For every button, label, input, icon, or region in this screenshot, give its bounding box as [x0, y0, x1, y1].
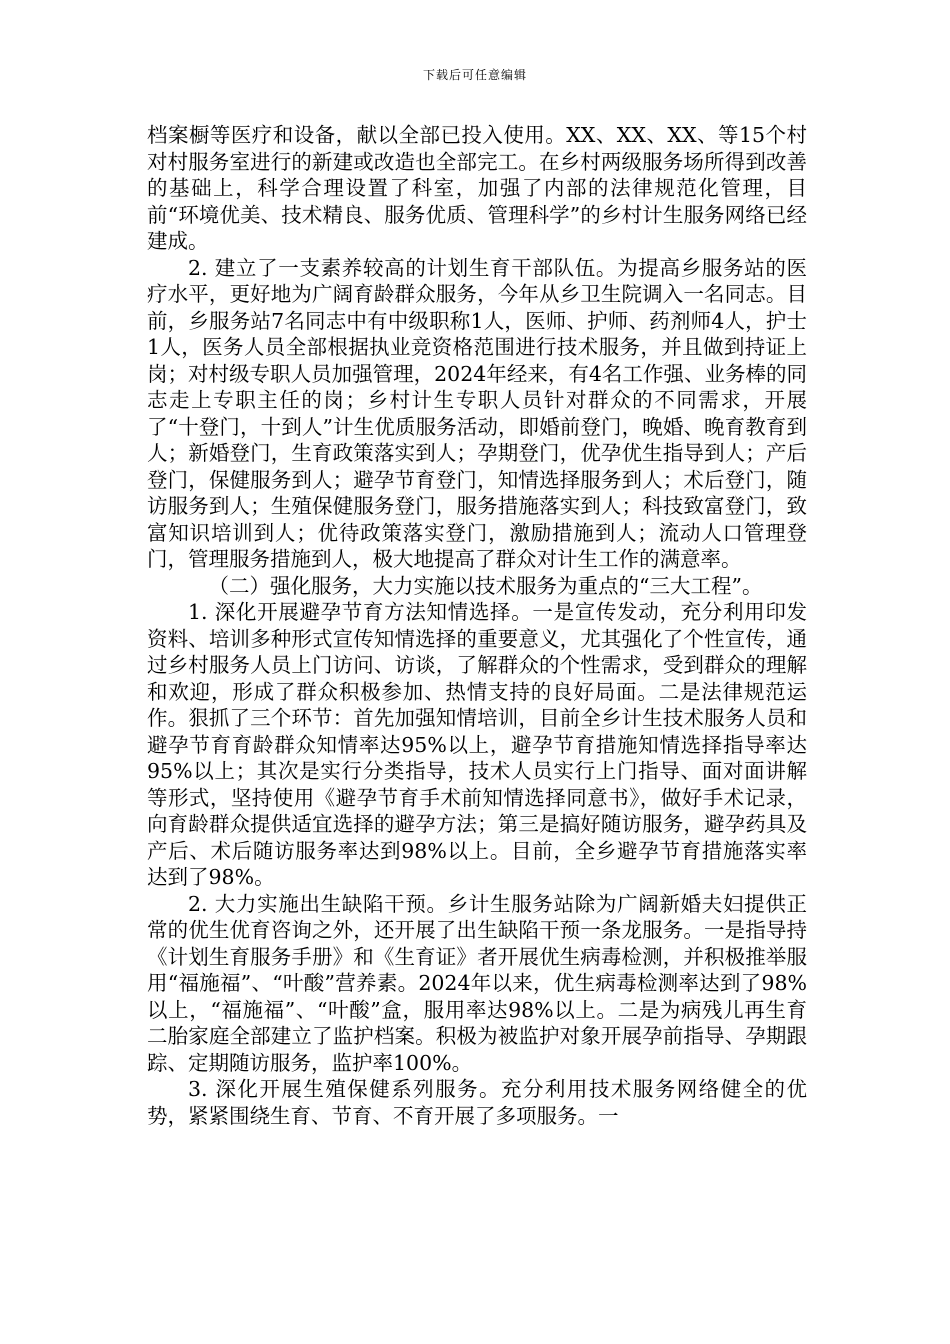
section-heading-three-projects: （二）强化服务，大力实施以技术服务为重点的“三大工程”。 — [208, 573, 763, 598]
paragraph-cadre-team: 2. 建立了一支素养较高的计划生育干部队伍。为提高乡服务站的医疗水平，更好地为广阔育龄群众服务，今年从乡卫生院调入一名同志。目前，乡服务站7名同志中有中级职称1人，医师、护师、药剂师4人，护士1人，医务人员全部根据执业竞资格范围进行技术服务，并且做到持证上岗；对村级专职人员加强管理，2024年经来，有4名工作强、业务棒的同志走上专职主任的岗；乡村计生专职人员针对群众的不同需求，开展了“十登门，十到人”计生优质服务活动，即婚前登门，晚婚、晚育教育到人；新婚登门，生育政策落实到人；孕期登门，优孕优生指导到人；产后登门，保健服务到人；避孕节育登门，知情选择服务到人；术后登门，随访服务到人；生殖保健服务登门，服务措施落实到人；科技致富登门，致富知识培训到人；优待政策落实登门，激励措施到人；流动人口管理登门，管理服务措施到人，极大地提高了群众对计生工作的满意率。 — [147, 255, 807, 571]
page-header-note: 下载后可任意编辑 — [422, 68, 527, 82]
document-body — [147, 122, 807, 1129]
paragraph-reproductive-health: 3. 深化开展生殖保健系列服务。充分利用技术服务网络健全的优势，紧紧围绕生育、节育、不育开展了多项服务。一 — [147, 1077, 807, 1128]
paragraph-continuation: 档案橱等医疗和设备，献以全部已投入使用。XX、XX、XX、等15个村对村服务室进行的新建或改造也全部完工。在乡村两级服务场所得到改善的基础上，科学合理设置了科室，加强了内部的法律规范化管理，目前“环境优美、技术精良、服务优质、管理科学”的乡村计生服务网络已经建成。 — [147, 123, 807, 253]
paragraph-informed-choice: 1. 深化开展避孕节育方法知情选择。一是宣传发动，充分利用印发资料、培训多种形式宣传知情选择的重要意义，尤其强化了个性宣传，通过乡村服务人员上门访问、访谈，了解群众的个性需求，受到群众的理解和欢迎，形成了群众积极参加、热情支持的良好局面。二是法律规范运作。狠抓了三个环节：首先加强知情培训，目前全乡计生技术服务人员和避孕节育育龄群众知情率达95%以上，避孕节育措施知情选择指导率达95%以上；其次是实行分类指导，技术人员实行上门指导、面对面讲解等形式，坚持使用《避孕节育手术前知情选择同意书》，做好手术记录，向育龄群众提供适宜选择的避孕方法；第三是搞好随访服务，避孕药具及产后、术后随访服务率达到98%以上。目前，全乡避孕节育措施落实率达到了98%。 — [147, 600, 807, 889]
paragraph-birth-defect-intervention: 2. 大力实施出生缺陷干预。乡计生服务站除为广阔新婚夫妇提供正常的优生优育咨询之外，还开展了出生缺陷干预一条龙服务。一是指导持《计划生育服务手册》和《生育证》者开展优生病毒检测，并积极推举服用“福施福”、“叶酸”营养素。2024年以来，优生病毒检测率达到了98%以上，“福施福”、“叶酸”盒，服用率达98%以上。二是为病残儿再生育二胎家庭全部建立了监护档案。积极为被监护对象开展孕前指导、孕期跟踪、定期随访服务，监护率100%。 — [147, 891, 807, 1075]
